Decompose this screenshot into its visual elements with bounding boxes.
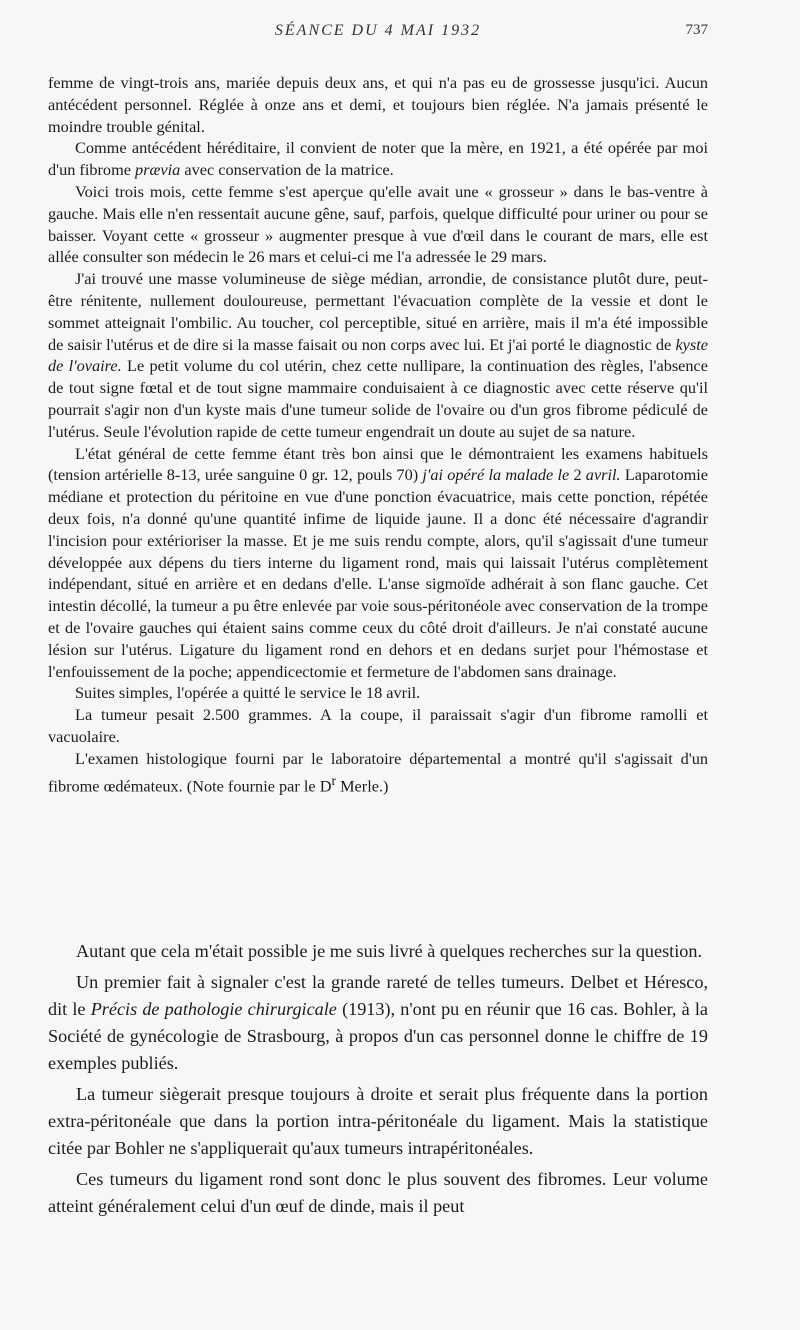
paragraph: L'examen histologique fourni par le laboratoire départemental a montré qu'il s'agissait d'un fibrome œdémateux. (Note fournie par le $D^r$ Merle.) [48,748,708,795]
paragraph: Un premier fait à signaler c'est la grande rareté de telles tumeurs. Delbet et Héresco, dit le Précis de pathologie chirurgicale (1913), n'ont pu en réunir que 16 cas. Bohler, à la Société de gynécologie de Strasbourg, à propos d'un cas personnel donne le chiffre de 19 exemples publiés. [48,972,709,1073]
page-header [48,22,708,44]
paragraph: Autant que cela m'était possible je me suis livré à quelques recherches sur la question. [76,941,703,961]
paragraph: L'état général de cette femme étant très bon ainsi que le démontraient les examens habituels (tension artérielle 8-13, urée sanguine 0 gr. 12, pouls 70) j'ai opéré la malade le 2 avril. Laparotomie médiane et protection du péritoine en vue d'une ponction évacuatrice, mais cette ponction, répétée deux fois, n'a donné qu'une quantité infime de liquide jaune. Il a donc été nécessaire d'agrandir l'incision pour extérioriser la masse. Et je me suis rendu compte, alors, qu'il s'agissait d'une tumeur développée aux dépens du tiers interne du ligament rond, mais qui laissait l'utérus complètement indépendant, situé en arrière et en dedans d'elle. L'anse sigmoïde adhérait à son flanc gauche. Cet intestin décollé, la tumeur a pu être enlevée par voie sous-péritonéole avec conservation de la trompe et de l'ovaire gauches qui étaient sains comme ceux du côté droit d'ailleurs. Je n'ai constaté aucune lésion sur l'utérus. Ligature du ligament rond en dehors et en dedans surjet pour l'hémostase et l'enfouissement de la poche; appendicectomie et fermeture de l'abdomen sans drainage. [48,443,709,681]
page-number: 737 [685,22,708,38]
paragraph: La tumeur siègerait presque toujours à droite et serait plus fréquente dans la portion extra-péritonéale que dans la portion intra-péritonéale du ligament. Mais la statistique citée par Bohler ne s'appliquerait qu'aux tumeurs intrapéritonéales. [48,1084,708,1158]
paragraph: Ces tumeurs du ligament rond sont donc le plus souvent des fibromes. Leur volume atteint généralement celui d'un œuf de dinde, mais il peut [48,1169,708,1216]
paragraph: Suites simples, l'opérée a quitté le service le 18 avril. [75,683,421,703]
case-report-section [48,72,708,797]
paragraph: Comme antécédent héréditaire, il convient de noter que la mère, en 1921, a été opérée par moi d'un fibrome prævia avec conservation de la matrice. [48,138,708,180]
running-title: SÉANCE DU 4 MAI 1932 [274,22,482,39]
paragraph: La tumeur pesait 2.500 grammes. A la coupe, il paraissait s'agir d'un fibrome ramolli et vacuolaire. [48,705,708,746]
paragraph: Voici trois mois, cette femme s'est aperçue qu'elle avait une « grosseur » dans le bas-ventre à gauche. Mais elle n'en ressentait aucune gêne, sauf, parfois, quelque difficulté pour uriner ou pour se baisser. Voyant cette « grosseur » augmenter presque à vue d'œil dans le courant de mars, elle est allée consulter son médecin le 26 mars et celui-ci me l'a adressée le 29 mars. [48,181,708,267]
paragraph: femme de vingt-trois ans, mariée depuis deux ans, et qui n'a pas eu de grossesse jusqu'ici. Aucun antécédent personnel. Réglée à onze ans et demi, et toujours bien réglée. N'a jamais présenté le moindre trouble génital. [48,73,708,136]
discussion-section [48,938,708,1220]
paragraph: J'ai trouvé une masse volumineuse de siège médian, arrondie, de consistance plutôt dure, peut-être rénitente, nullement douloureuse, permettant l'évacuation complète de la vessie et dont le sommet atteignait l'ombilic. Au toucher, col perceptible, situé en arrière, mais il m'a été impossible de saisir l'utérus et de dire si la masse faisait ou non corps avec lui. Et j'ai porté le diagnostic de kyste de l'ovaire. Le petit volume du col utérin, chez cette nullipare, la continuation des règles, l'absence de tout signe fœtal et de tout signe mammaire conduisaient à ce diagnostic avec cette réserve qu'il pourrait s'agir non d'un kyste mais d'une tumeur solide de l'ovaire ou d'un gros fibrome pédiculé de l'utérus. Seule l'évolution rapide de cette tumeur engendrait un doute au sujet de sa nature. [48,269,708,441]
